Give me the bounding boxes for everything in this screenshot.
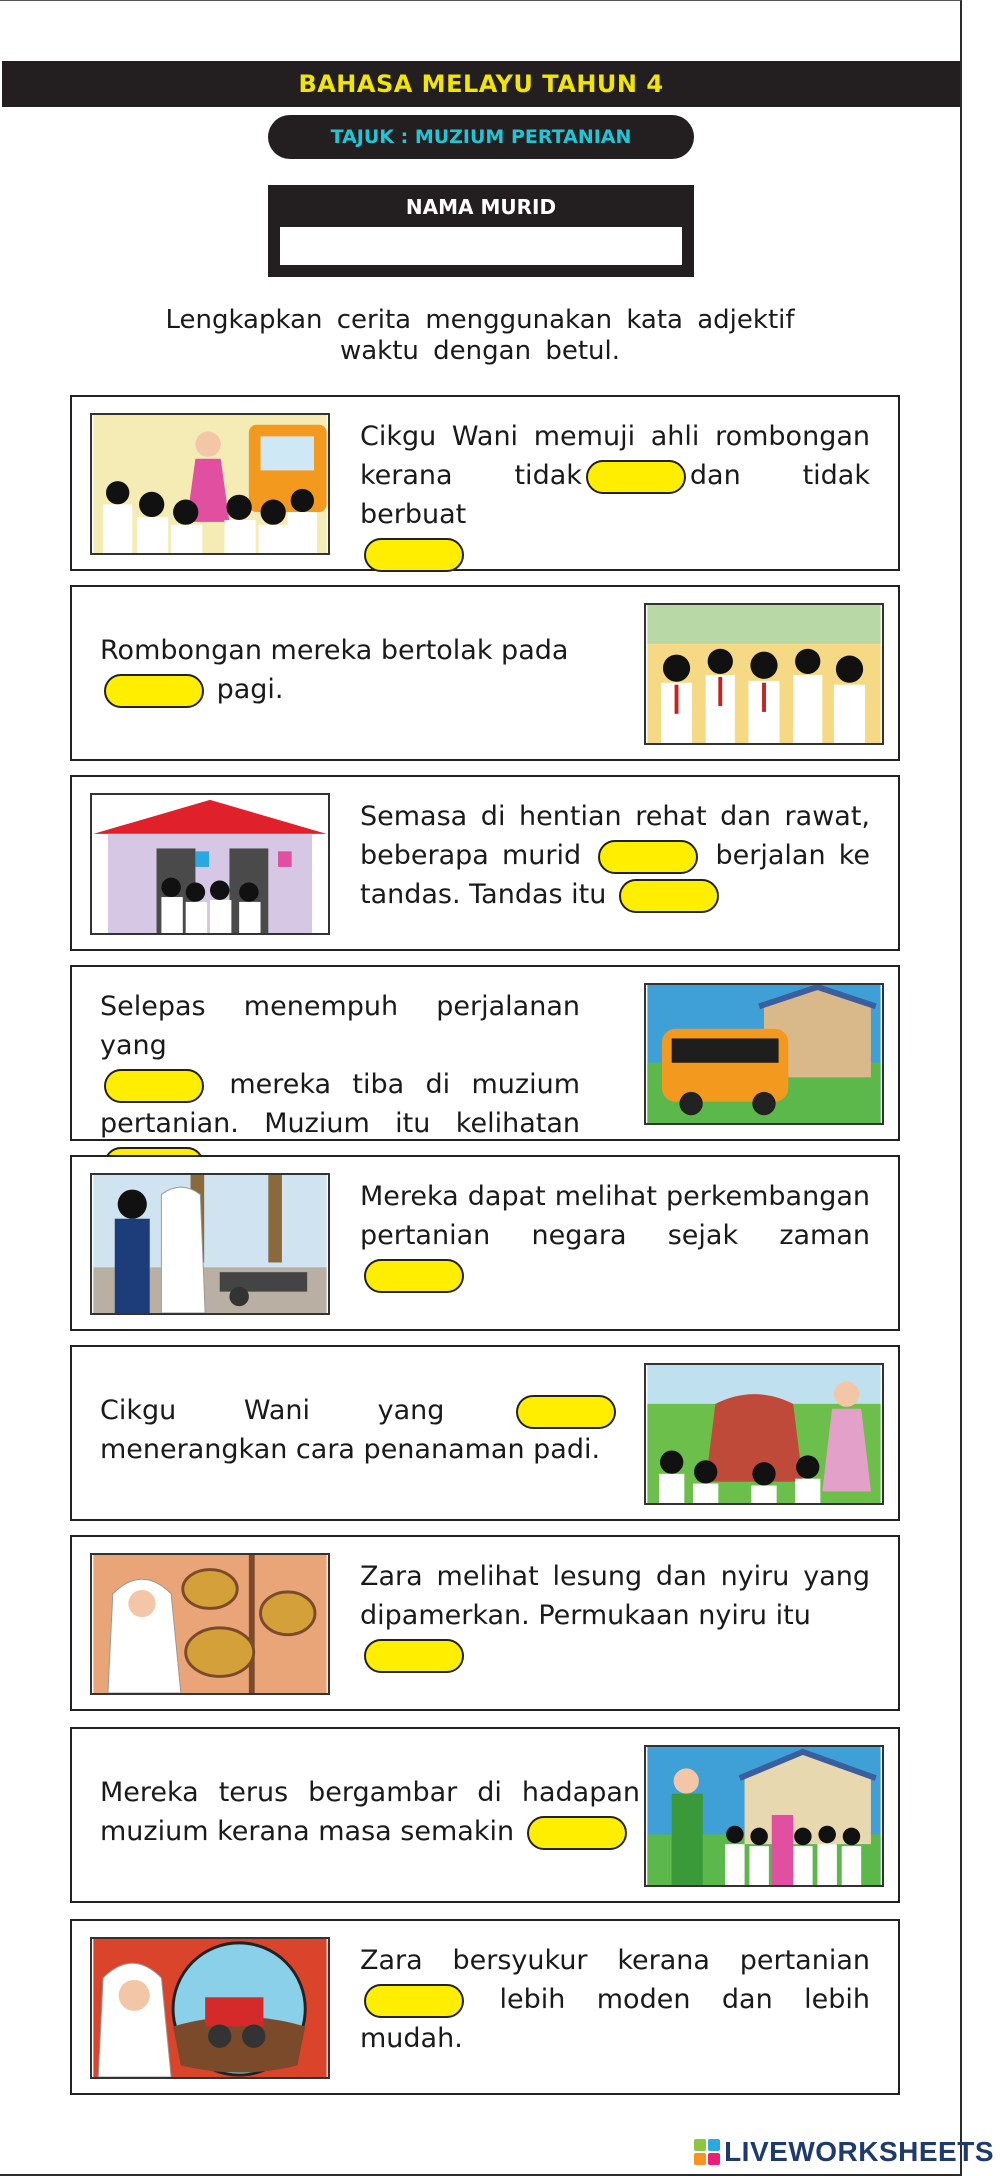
question-text-8: Mereka terus bergambar di hadapan muzium kerana masa semakin [100, 1773, 640, 1851]
school-bus-museum-illustration-icon [644, 983, 884, 1125]
question-text-4: Selepas menempuh perjalanan yang mereka tiba di muzium pertanian. Muzium itu kelihatan [100, 987, 580, 1182]
brand-name: LIVEWORKSHEETS [724, 2136, 994, 2167]
teacher-explaining-paddy-illustration-icon [644, 1363, 884, 1505]
question-text-1: Cikgu Wani memuji ahli rombongan kerana tidak dan tidak berbuat [360, 417, 870, 573]
students-on-bus-illustration-icon [644, 603, 884, 745]
answer-blank[interactable] [104, 1069, 204, 1103]
answer-blank[interactable] [364, 1259, 464, 1293]
teacher-students-bus-illustration-icon [90, 413, 330, 555]
answer-blank[interactable] [586, 460, 686, 494]
student-name-box [268, 185, 694, 277]
lesung-nyiru-exhibit-illustration-icon [90, 1553, 330, 1695]
answer-blank[interactable] [364, 538, 464, 572]
question-card-4 [70, 965, 900, 1141]
answer-blank[interactable] [364, 1639, 464, 1673]
student-name-input[interactable] [280, 227, 682, 265]
question-card-3 [70, 775, 900, 951]
liveworksheets-logo-icon [694, 2139, 720, 2165]
museum-exhibit-illustration-icon [90, 1173, 330, 1315]
question-card-7 [70, 1535, 900, 1711]
question-card-9 [70, 1919, 900, 2095]
modern-farming-tractor-illustration-icon [90, 1937, 330, 2079]
topic-banner [268, 115, 694, 159]
question-text-2: Rombongan mereka bertolak pada pagi. [100, 631, 580, 709]
answer-blank[interactable] [598, 840, 698, 874]
question-text-5: Mereka dapat melihat perkembangan pertanian negara sejak zaman [360, 1177, 870, 1294]
restroom-building-illustration-icon [90, 793, 330, 935]
answer-blank[interactable] [619, 879, 719, 913]
question-card-1 [70, 395, 900, 571]
answer-blank[interactable] [527, 1816, 627, 1850]
instruction-text: Lengkapkan cerita menggunakan kata adjektif waktu dengan betul. [165, 305, 795, 366]
question-text-6: Cikgu Wani yang menerangkan cara penanaman padi. [100, 1391, 620, 1469]
question-text-9: Zara bersyukur kerana pertanian lebih moden dan lebih mudah. [360, 1945, 870, 2054]
group-photo-museum-illustration-icon [644, 1745, 884, 1887]
question-text-7: Zara melihat lesung dan nyiru yang dipamerkan. Permukaan nyiru itu [360, 1557, 870, 1674]
answer-blank[interactable] [516, 1395, 616, 1429]
liveworksheets-brand[interactable] [694, 2136, 994, 2168]
page-title: BAHASA MELAYU TAHUN 4 [298, 70, 664, 98]
question-card-6 [70, 1345, 900, 1521]
question-card-2 [70, 585, 900, 761]
answer-blank[interactable] [104, 674, 204, 708]
answer-blank[interactable] [364, 1984, 464, 2018]
question-card-5 [70, 1155, 900, 1331]
topic-text: TAJUK : MUZIUM PERTANIAN [330, 126, 632, 148]
question-text-3: Semasa di hentian rehat dan rawat, beberapa murid berjalan ke tandas. Tandas itu [360, 797, 870, 914]
question-card-8 [70, 1727, 900, 1903]
student-name-label: NAMA MURID [405, 195, 557, 219]
title-bar [2, 61, 960, 107]
